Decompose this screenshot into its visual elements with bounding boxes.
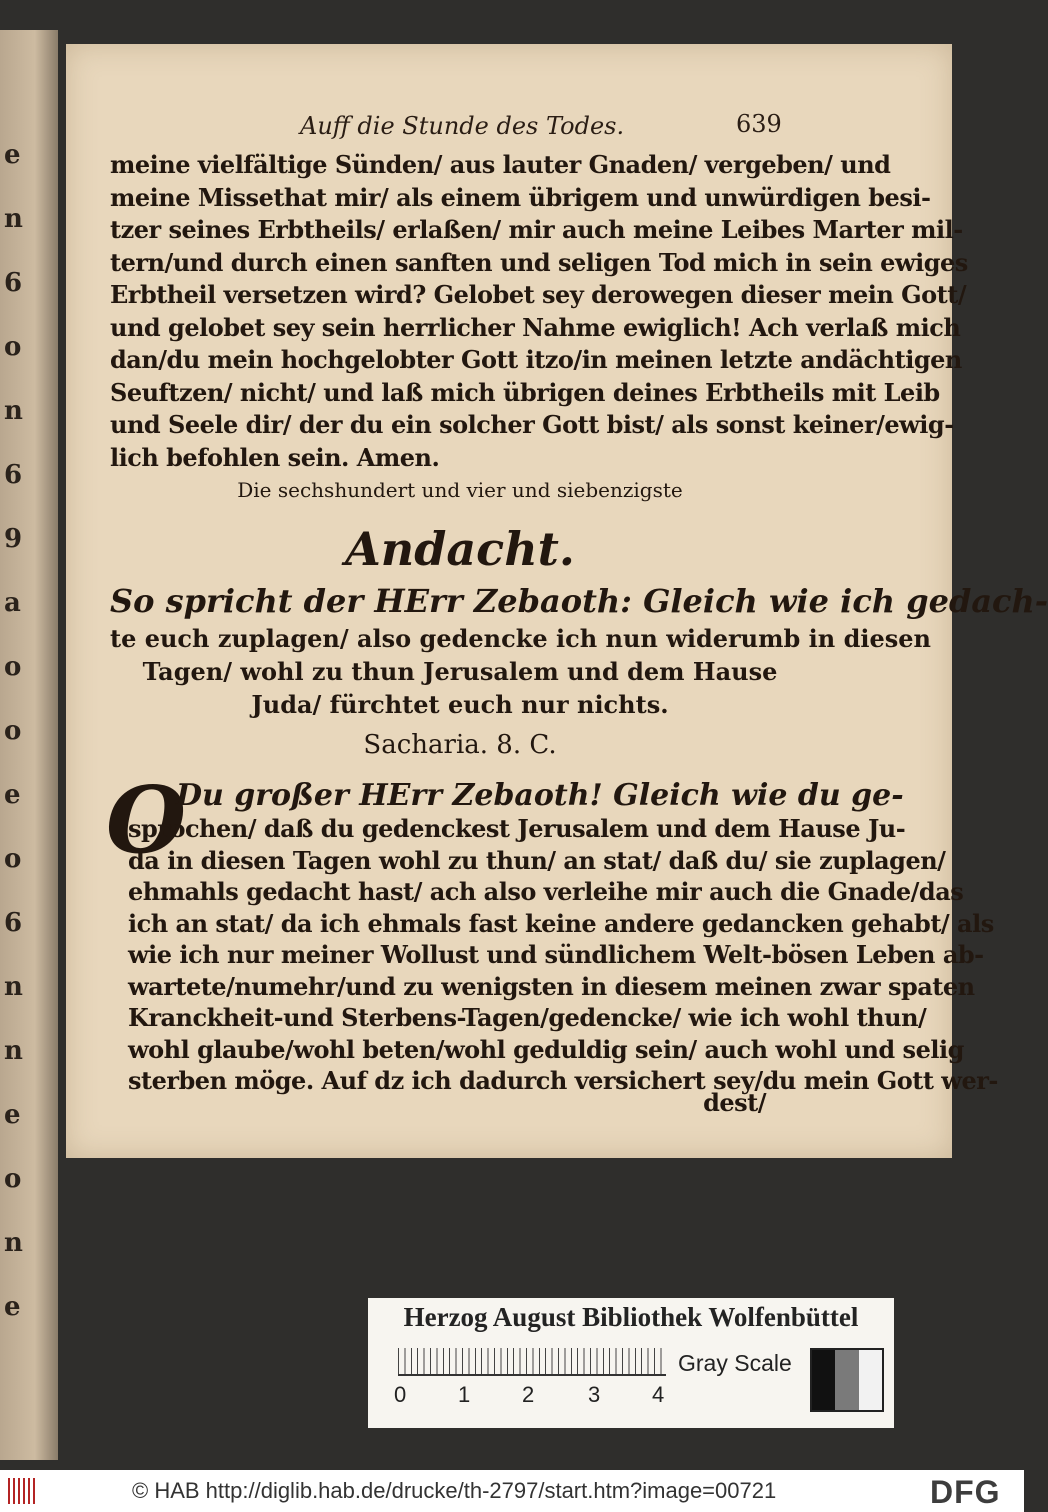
prayer-first-line: Du großer HErr Zebaoth! Gleich wie du ge- (176, 778, 904, 813)
page-number: 639 (736, 110, 782, 138)
gray-swatch-mid (835, 1350, 858, 1410)
text-line: sprochen/ daß du gedenckest Jerusalem und dem Hause Ju- (128, 814, 906, 843)
facing-page-fragment: 9 (4, 524, 23, 554)
facing-page-fragment: n (4, 1036, 23, 1066)
dfg-logo: DFG (930, 1474, 1001, 1510)
gray-swatch-light (859, 1350, 882, 1410)
facing-page-fragment: o (4, 332, 22, 362)
footer-bar (0, 1470, 1024, 1512)
catchword: dest/ (703, 1088, 766, 1117)
ruler-number: 2 (522, 1382, 535, 1407)
running-head: Auff die Stunde des Todes. (300, 112, 625, 140)
book-page (66, 44, 1048, 1158)
copyright-link[interactable]: © HAB http://diglib.hab.de/drucke/th-2797/start.htm?image=00721 (132, 1478, 777, 1503)
text-line: Kranckheit-und Sterbens-Tagen/gedencke/ wie ich wohl thun/ (128, 1003, 927, 1032)
facing-page-fragment: 6 (4, 460, 23, 490)
gray-swatch-dark (812, 1350, 835, 1410)
text-line: wartete/numehr/und zu wenigsten in diesem meinen zwar spaten (128, 971, 975, 1001)
library-name: Herzog August Bibliothek Wolfenbüttel (403, 1302, 859, 1332)
text-line: und gelobet sey sein herrlicher Nahme ewiglich! Ach verlaß mich (110, 312, 961, 342)
lead-line: te euch zuplagen/ also gedencke ich nun widerumb in diesen (110, 624, 931, 653)
measurement-ruler (398, 1348, 666, 1376)
facing-page-fragment: a (4, 588, 21, 618)
text-line: und Seele dir/ der du ein solcher Gott bist/ als sonst keiner/ewig- (110, 410, 954, 439)
text-line: wie ich nur meiner Wollust und sündlichem Welt-bösen Leben ab- (128, 940, 984, 969)
text-line: wohl glaube/wohl beten/wohl geduldig sein/ auch wohl und selig (128, 1034, 964, 1064)
facing-page-fragment: n (4, 972, 23, 1002)
section-heading-big: Andacht. (345, 522, 575, 576)
facing-page-fragment: e (4, 1100, 21, 1130)
lead-first-line: So spricht der HErr Zebaoth: Gleich wie ich gedach- (110, 582, 1048, 620)
text-line: meine vielfältige Sünden/ aus lauter Gnaden/ vergeben/ und (110, 150, 891, 179)
facing-page-fragment: o (4, 1164, 22, 1194)
text-line: sterben möge. Auf dz ich dadurch versichert sey/du mein Gott wer- (128, 1066, 998, 1095)
text-line: dan/du mein hochgelobter Gott itzo/in meinen letzte andächtigen (110, 345, 962, 374)
facing-page-fragment: 6 (4, 908, 23, 938)
library-scale-label (368, 1298, 894, 1428)
facing-page-fragment: n (4, 1228, 23, 1258)
gray-scale-label: Gray Scale (678, 1350, 792, 1376)
facing-page-fragment: o (4, 652, 22, 682)
text-line: meine Missethat mir/ als einem übrigem und unwürdigen besi- (110, 182, 931, 212)
text-line: Seuftzen/ nicht/ und laß mich übrigen deines Erbtheils mit Leib (110, 377, 940, 407)
lead-line: Tagen/ wohl zu thun Jerusalem und dem Hause (142, 657, 778, 686)
facing-page-fragment: n (4, 396, 23, 426)
ruler-number: 0 (394, 1382, 407, 1407)
text-line: Erbtheil versetzen wird? Gelobet sey derowegen dieser mein Gott/ (110, 280, 967, 309)
section-heading-small: Die sechshundert und vier und siebenzigste (237, 478, 683, 502)
facing-page-fragment: o (4, 844, 22, 874)
facing-page-fragment: 6 (4, 268, 23, 298)
text-line: tzer seines Erbtheils/ erlaßen/ mir auch meine Leibes Marter mil- (110, 215, 963, 244)
text-line: ich an stat/ da ich ehmals fast keine andere gedancken gehabt/ als (128, 908, 994, 938)
text-line: ehmahls gedacht hast/ ach also verleihe mir auch die Gnade/das (128, 877, 964, 906)
facing-page-fragment: n (4, 204, 23, 234)
facing-page-edge (0, 30, 58, 1460)
facing-page-fragment: e (4, 780, 21, 810)
drop-initial: O (106, 766, 187, 874)
text-line: da in diesen Tagen wohl zu thun/ an stat/ daß du/ sie zuplagen/ (128, 845, 946, 875)
facing-page-fragment: o (4, 716, 22, 746)
gray-scale-swatches (810, 1348, 884, 1412)
ruler-number: 3 (588, 1382, 601, 1407)
ruler-number: 4 (652, 1382, 665, 1407)
hab-logo-icon (8, 1478, 36, 1504)
ruler-number: 1 (458, 1382, 471, 1407)
citation: Sacharia. 8. C. (363, 730, 557, 760)
text-line: tern/und durch einen sanften und seligen Tod mich in sein ewiges (110, 247, 968, 277)
lead-line: Juda/ fürchtet euch nur nichts. (251, 690, 669, 719)
facing-page-fragment: e (4, 1292, 21, 1322)
text-line: lich befohlen sein. Amen. (110, 442, 440, 472)
facing-page-fragment: e (4, 140, 21, 170)
